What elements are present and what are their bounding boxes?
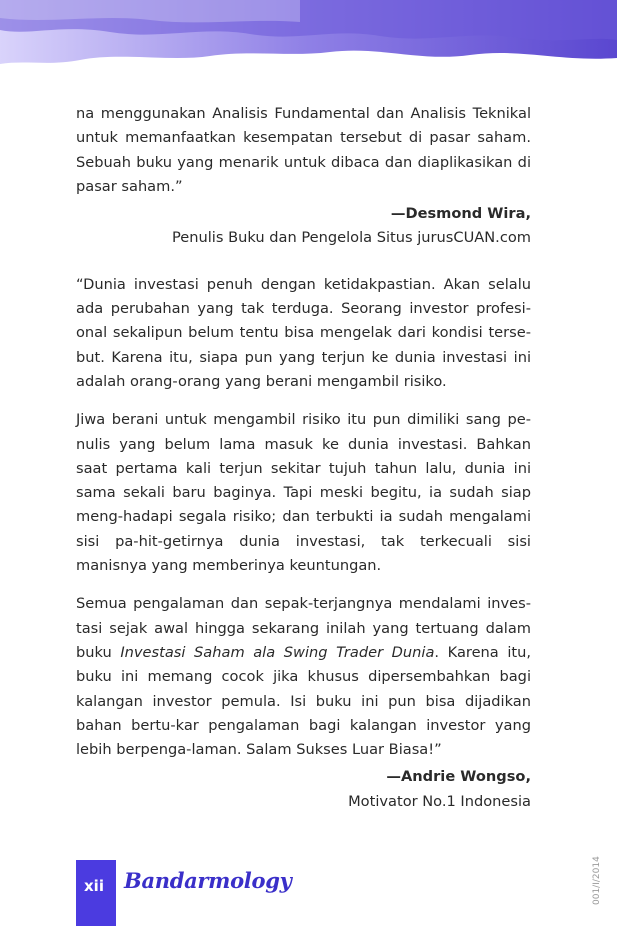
watercolor-decoration [0,0,617,90]
book-brand-logo: Bandarmology [124,868,292,893]
quote-desmond-text: na menggunakan Analisis Fundamental dan Analisis Teknikal untuk memanfaatkan kesempatan tersebut di pasar saham. Sebuah buku yang menarik untuk dibaca dan diaplikasikan di pasar saham.” [76,105,531,195]
quote-andrie-paragraph-1: “Dunia investasi penuh dengan ketidakpastian. Akan selalu ada perubahan yang tak terduga. Seorang investor profesi-onal sekalipun belum tentu bisa mengelak dari kondisi terse-but. Karena itu, siapa pun yang terjun ke dunia investasi ini adalah orang-orang yang berani mengambil risiko. [76,275,531,390]
header-watercolor-band [0,0,617,90]
quote-andrie-paragraph-3 [76,592,531,762]
print-code: 001/I/2014 [592,856,602,905]
quote-desmond-role: Penulis Buku dan Pengelola Situs jurusCUAN.com [172,229,531,247]
quote-andrie-author: —Andrie Wongso, [386,768,531,786]
quote-andrie-paragraph-2: Jiwa berani untuk mengambil risiko itu pun dimiliki sang pe-nulis yang belum lama masuk ke dunia investasi. Bahkan saat pertama kali terjun sekitar tujuh tahun lalu, dunia ini sama sekali baru baginya. Tapi meski begitu, ia sudah siap meng-hadapi segala risiko; dan terbukti ia sudah mengalami sisi pa-hit-getirnya dunia investasi, tak terkecuali sisi manisnya yang memberinya keuntungan. [76,411,531,575]
page-number: xii [84,877,104,895]
quote-desmond-author: —Desmond Wira, [390,205,531,223]
quote-andrie-role: Motivator No.1 Indonesia [348,792,531,810]
testimonial-content [76,102,531,814]
paragraph-3-lead: Semua pengalaman dan sepak-terjangnya mendalami inves-tasi sejak awal hingga sekarang inilah yang tertuang dalam buku [76,595,531,661]
paragraph-3-tail: . Karena itu, buku ini memang cocok jika khusus dipersembahkan bagi kalangan investor pemula. Isi buku ini pun bisa dijadikan bahan bertu-kar pengalaman bagi kalangan investor yang lebih berpenga-laman. Salam Sukses Luar Biasa!” [76,643,532,759]
book-title: Investasi Saham ala Swing Trader Dunia [120,643,435,661]
